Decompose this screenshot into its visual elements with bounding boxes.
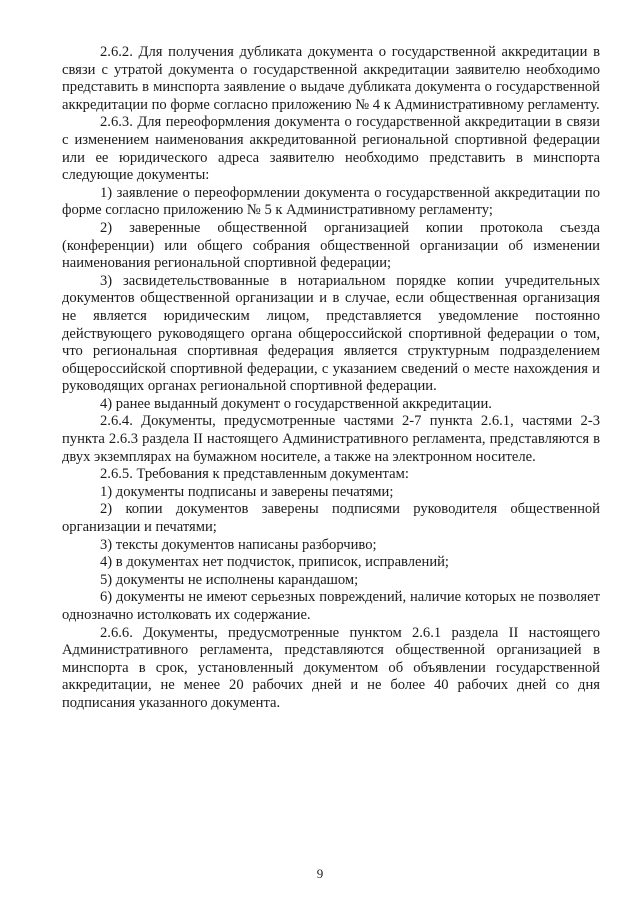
paragraph-2-6-6: 2.6.6. Документы, предусмотренные пунктом 2.6.1 раздела II настоящего Административного регламента, представляются общественной организацией в минспорта в срок, установленный документом об объявлении государственной аккредитации, не менее 20 рабочих дней и не более 40 рабочих дней со дня подписания указанного документа. — [62, 624, 600, 711]
page-number: 9 — [316, 866, 324, 881]
list-item-2-6-3-1: 1) заявление о переоформлении документа о государственной аккредитации по форме согласно приложению № 5 к Административному регламенту; — [62, 184, 600, 219]
list-item-2-6-5-6: 6) документы не имеют серьезных повреждений, наличие которых не позволяет однозначно истолковать их содержание. — [62, 589, 600, 623]
document-body — [62, 44, 600, 713]
paragraph-2-6-3: 2.6.3. Для переоформления документа о государственной аккредитации в связи с изменением наименования аккредитованной региональной спортивной федерации или ее юридического адреса заявителю необходимо представить в минспорта следующие документы: — [62, 114, 600, 184]
list-item-2-6-3-4: 4) ранее выданный документ о государственной аккредитации. — [100, 395, 492, 412]
list-item-2-6-3-3: 3) засвидетельствованные в нотариальном порядке копии учредительных документов общественной организации и в случае, если общественная организация не является юридическим лицом, представляется уведомление постоянно действующего руководящего органа общероссийской спортивной федерации о том, что региональная спортивная федерация является структурным подразделением общероссийской спортивной федерации, с указанием сведений о месте нахождения и руководящих органах региональной спортивной федерации. — [62, 272, 600, 395]
list-item-2-6-5-3: 3) тексты документов написаны разборчиво; — [100, 536, 377, 553]
paragraph-2-6-5: 2.6.5. Требования к представленным документам: — [100, 466, 409, 483]
list-item-2-6-5-5: 5) документы не исполнены карандашом; — [100, 571, 359, 588]
paragraph-2-6-2: 2.6.2. Для получения дубликата документа о государственной аккредитации в связи с утратой документа о государственной аккредитации заявителю необходимо представить в минспорта заявление о выдаче дубликата документа о государственной аккредитации по форме согласно приложению № 4 к Административному регламенту. — [62, 44, 600, 113]
paragraph-2-6-4: 2.6.4. Документы, предусмотренные частями 2-7 пункта 2.6.1, частями 2-3 пункта 2.6.3 раздела II настоящего Административного регламента, представляются в двух экземплярах на бумажном носителе, а также на электронном носителе. — [62, 413, 600, 465]
list-item-2-6-5-4: 4) в документах нет подчисток, приписок, исправлений; — [100, 554, 449, 571]
list-item-2-6-5-1: 1) документы подписаны и заверены печатями; — [100, 483, 394, 500]
list-item-2-6-5-2: 2) копии документов заверены подписями руководителя общественной организации и печатями; — [62, 501, 600, 536]
list-item-2-6-3-2: 2) заверенные общественной организацией копии протокола съезда (конференции) или общего собрания общественной организации об изменении наименования региональной спортивной федерации; — [62, 219, 600, 272]
